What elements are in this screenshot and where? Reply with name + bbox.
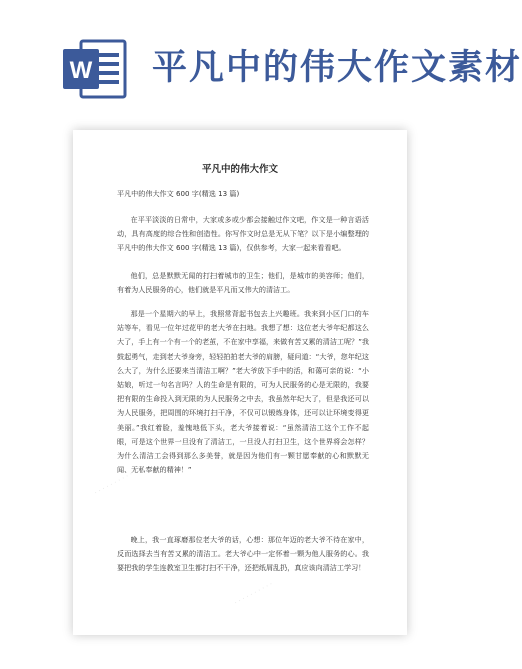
- document-page: [73, 130, 407, 635]
- paragraph: 他们，总是默默无闻的打扫着城市的卫生；他们，是城市的美容师；他们，有着为人民服务的心，他们就是平凡而又伟大的清洁工。: [117, 271, 369, 295]
- header-banner: [0, 0, 522, 150]
- watermark: · · · · · · · · · ·: [233, 580, 275, 608]
- word-document-icon: [59, 37, 133, 101]
- document-subtitle: 平凡中的伟大作文 600 字(精选 13 篇): [117, 189, 240, 198]
- paragraph: 在平平淡淡的日常中，大家或多或少都会接触过作文吧，作文是一种言语活动，具有高度的综合性和创造性。你写作文时总是无从下笔？以下是小编整理的平凡中的伟大作文 600 字(精选 13 篇)，仅供参考，大家一起来看看吧。: [117, 215, 369, 253]
- banner-title: 平凡中的伟大作文素材: [152, 47, 522, 88]
- svg-text:W: W: [69, 57, 93, 84]
- document-heading: 平凡中的伟大作文: [201, 164, 278, 175]
- paragraph: 晚上，我一直琢磨那位老大爷的话，心想：那位年迈的老大爷不待在家中，反而选择去当有苦又累的清洁工。老大爷心中一定怀着一颗为他人服务的心。我要把我的学生连教室卫生都打扫不干净，还把纸屑乱扔，真应该向清洁工学习！: [117, 535, 369, 573]
- paragraph: 那是一个星期六的早上，我照常背起书包去上兴趣班。我来到小区门口的车站等车，看见一位年过花甲的老大爷在扫地。我想了想：这位老大爷年纪都这么大了，手上有一个有一个的老茧，不在家中享福，来做有苦又累的清洁工呢？”我鼓起勇气，走到老大爷身旁，轻轻拍拍老大爷的肩膀，疑问道：“大爷，您年纪这么大了，为什么还要来当清洁工啊？”老大爷放下手中的活，和蔼可亲的说：“小姑娘，听过一句名言吗？人的生命是有限的，可为人民服务的心是无限的，我要把有限的生命投入到无限的为人民服务之中去，我虽然年纪大了，但是我还可以为人民服务，把周围的环境打扫干净，不仅可以锻炼身体，还可以让环境变得更美丽。”我红着脸，羞愧地低下头，老大爷接着说：“虽然清洁工这个工作不起眼，可是这个世界一旦没有了清洁工，一旦没人打扫卫生，这个世界将会怎样？为什么清洁工会得到那么多美誉，就是因为他们有一颗甘愿奉献的心和默默无闻、无私奉献的精神！”: [117, 309, 369, 475]
- watermark: · · · · · · · · · ·: [93, 470, 135, 498]
